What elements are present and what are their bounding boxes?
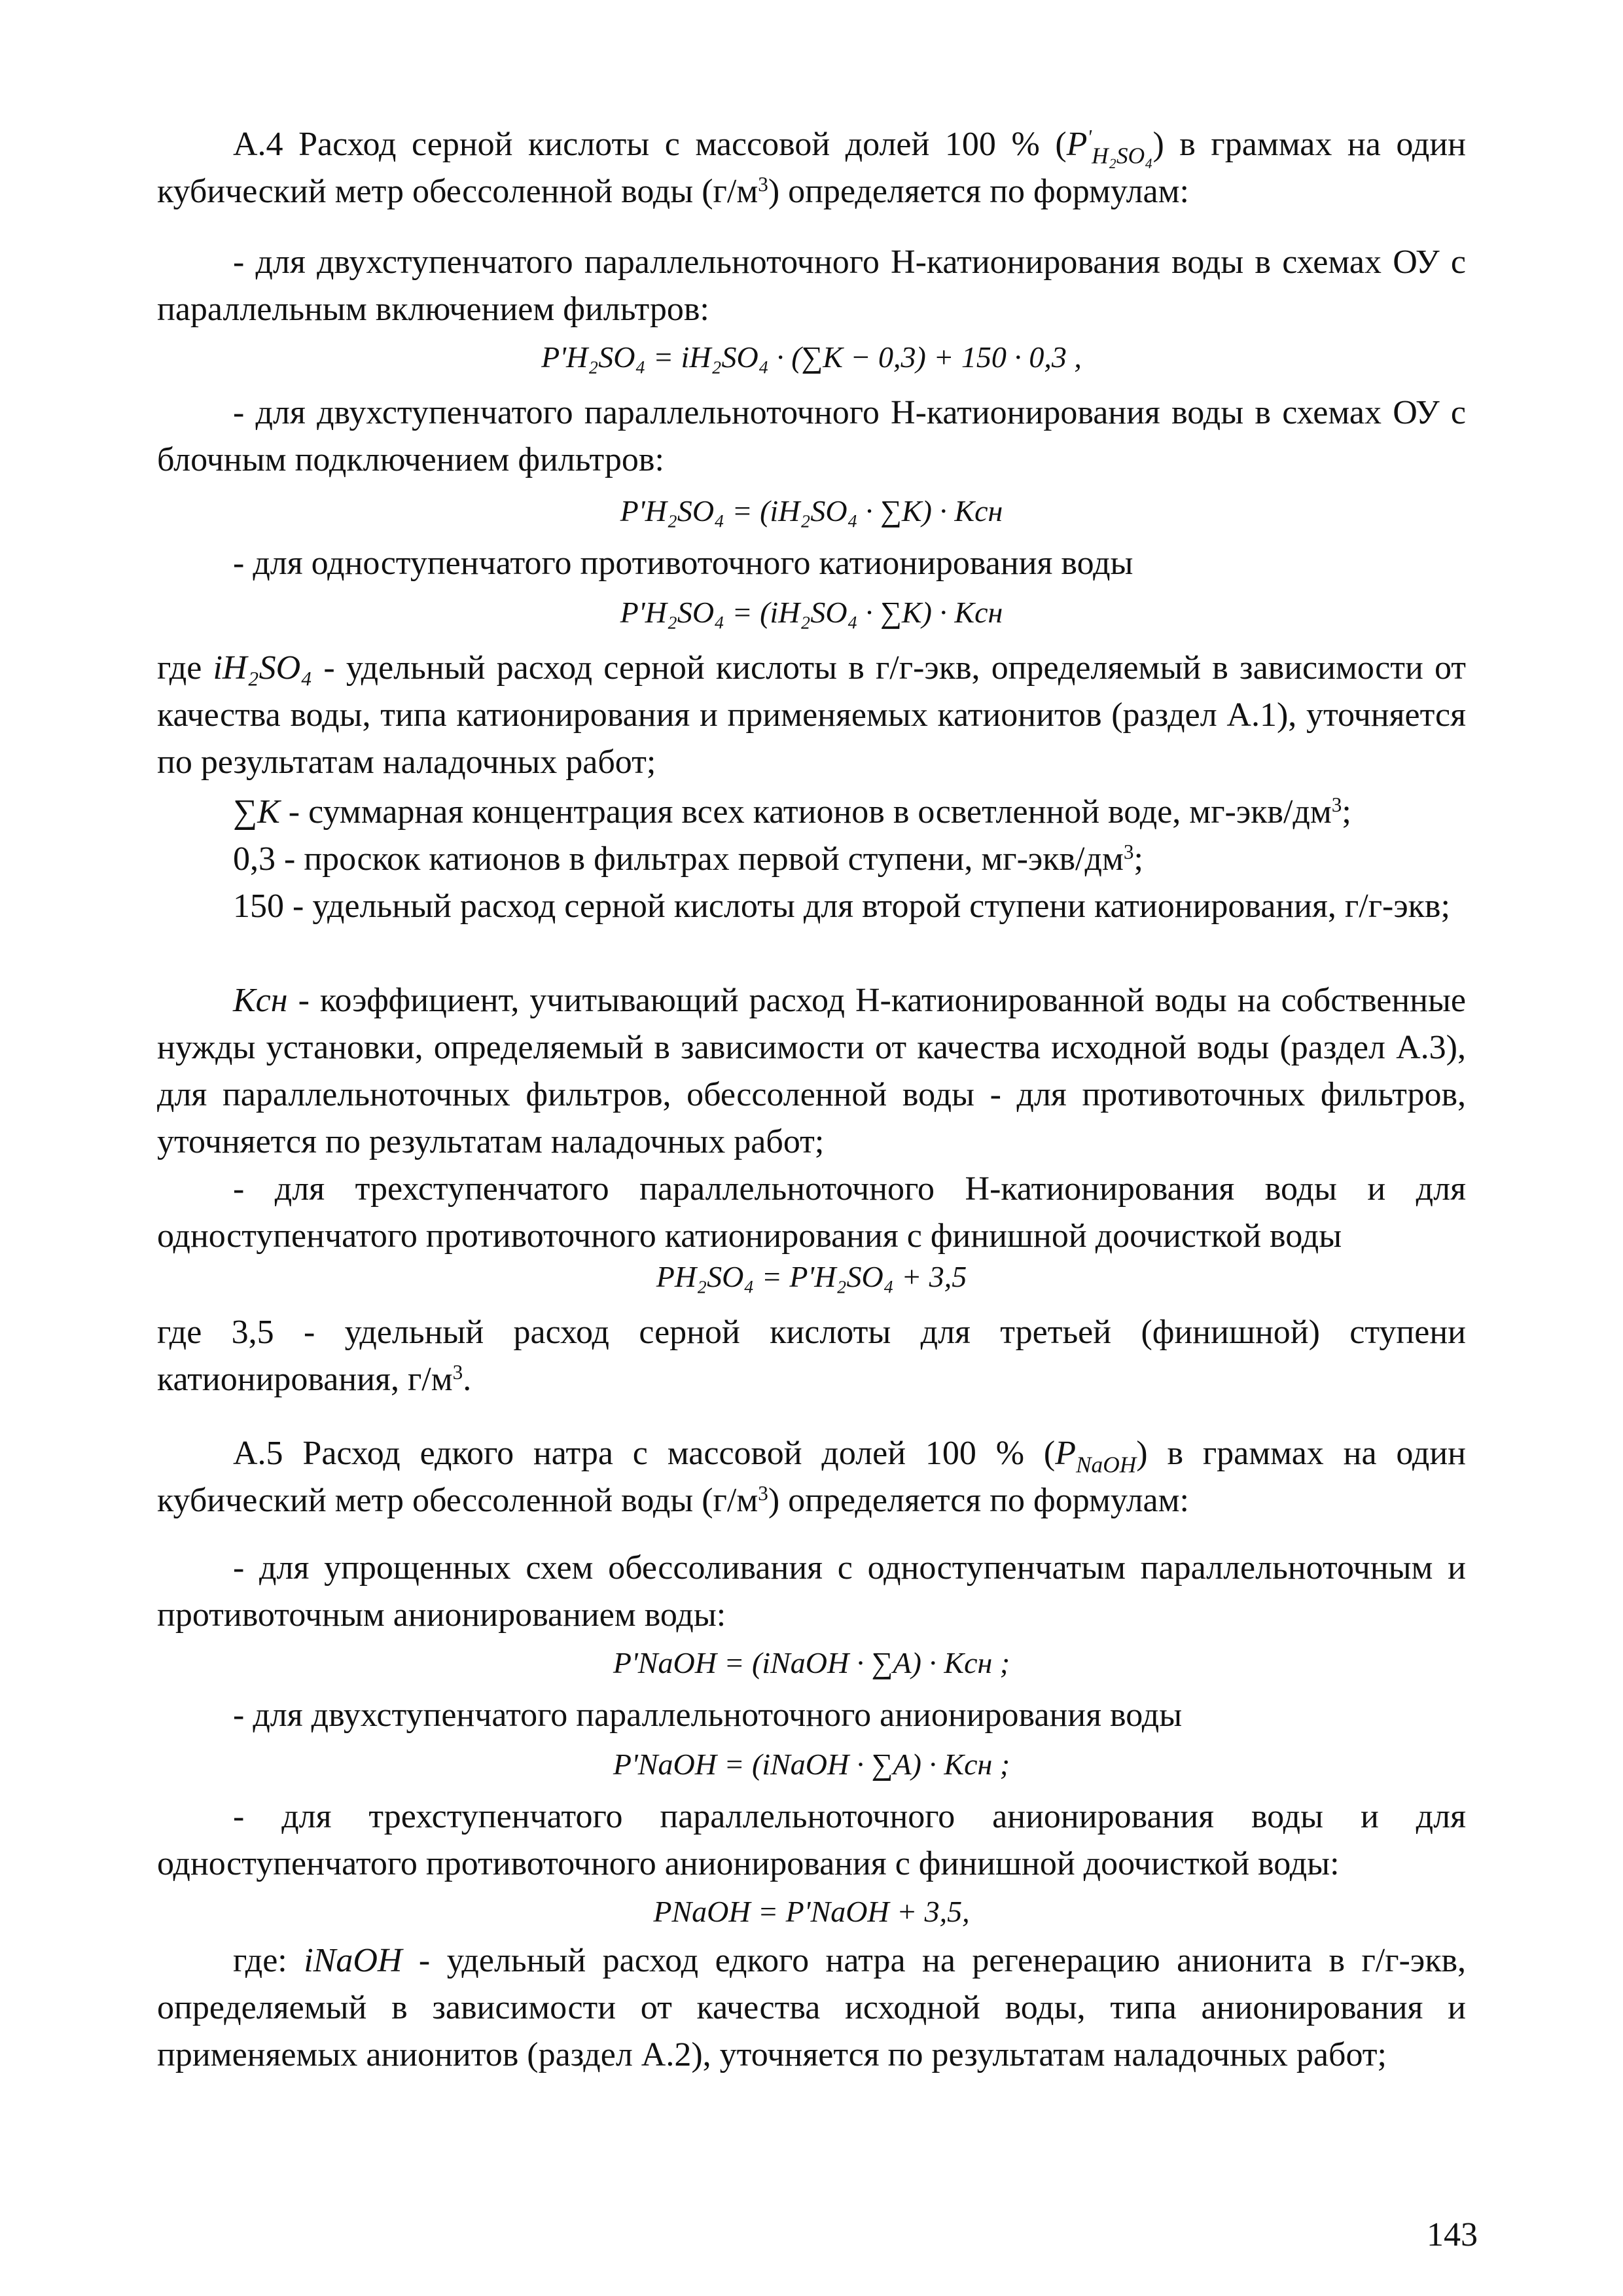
symbol-p-naoh: $P_{NaOH}$ (1055, 1435, 1137, 1478)
intro-text-start: А.4 Расход серной кислоты с массовой долей 100 % ( (233, 126, 1067, 163)
formula-4: PH₂SO₄ = P'H₂SO₄ + 3,5 (656, 1260, 967, 1293)
definition-i-naoh: где: iNaOH - удельный расход едкого натра на регенерацию анионита в г/г-экв, определяемый в зависимости от качества исходной воды, типа анионирования и применяемых анионитов (раздел А.2), уточняется по результатам наладочных работ; (157, 1942, 1467, 2073)
formula-1: P'H₂SO₄ = iH₂SO₄ · (∑K − 0,3) + 150 · 0,3 , (541, 340, 1082, 374)
case-two-stage-parallel-filters: - для двухступенчатого параллельноточного Н-катионирования воды в схемах ОУ с параллельным включением фильтров: (157, 243, 1466, 328)
intro-text-tail: ) определяется по формулам: (768, 173, 1189, 210)
case-single-stage-counterflow: - для одноступенчатого противоточного катионирования воды (233, 545, 1133, 582)
superscript: 3 (758, 172, 768, 196)
case-two-stage-block-filters: - для двухступенчатого параллельноточного Н-катионирования воды в схемах ОУ с блочным подключением фильтров: (157, 394, 1466, 478)
case-three-stage-finishing: - для трехступенчатого параллельноточного Н-катионирования воды и для одноступенчатого противоточного катионирования с финишной доочисткой воды (157, 1170, 1466, 1255)
symbol-i-h2so4: iH₂SO₄ (213, 649, 313, 687)
definition-i-h2so4: где iH₂SO₄ - удельный расход серной кислоты в г/г-экв, определяемый в зависимости от качества воды, типа катионирования и применяемых катионитов (раздел А.1), уточняется по результатам наладочных работ; (157, 649, 1467, 781)
definition-k-sn: Kсн - коэффициент, учитывающий расход Н-катионированной воды на собственные нужды установки, определяемый в зависимости от качества исходной воды (раздел А.3), для параллельноточных фильтров, обессоленной воды - для противоточных фильтров, уточняется по результатам наладочных работ; (157, 982, 1467, 1160)
symbol-k-sn: Kсн (233, 982, 288, 1019)
formula-3: P'H₂SO₄ = (iH₂SO₄ · ∑K) · Kсн (620, 596, 1003, 629)
formula-5: P'NaOH = (iNaOH · ∑A) · Kсн ; (613, 1646, 1010, 1679)
section-a5-intro: А.5 Расход едкого натра с массовой долей 100 % $(P_{NaOH})$ в граммах на один кубический метр обессоленной воды $(г/м^3)$ определяется по формулам: (157, 1435, 1467, 1519)
definition-0-3: 0,3 - проскок катионов в фильтрах первой ступени, $мг-экв/дм^3$; (233, 840, 1143, 878)
formula-2: P'H₂SO₄ = (iH₂SO₄ · ∑K) · Kсн (620, 494, 1003, 528)
symbol-p-h2so4-prime: $P'_{H_2SO_4}$ (1066, 125, 1153, 169)
symbol-i-naoh: iNaOH (304, 1942, 402, 1979)
definition-150: 150 - удельный расход серной кислоты для второй ступени катионирования, г/г-экв; (233, 888, 1450, 925)
definition-sum-k: ∑K - суммарная концентрация всех катионов в осветленной воде, $мг-экв/дм^3$; (233, 793, 1351, 831)
case-two-stage-anion: - для двухступенчатого параллельноточного анионирования воды (233, 1696, 1183, 1734)
symbol-sum-k: ∑K (233, 793, 280, 831)
case-simplified-demineralization: - для упрощенных схем обессоливания с одноступенчатым параллельноточным и противоточным анионированием воды: (157, 1549, 1466, 1634)
section-a4-intro (157, 121, 1466, 215)
page-number: 143 (1427, 2216, 1478, 2253)
intro-text-end: ) в граммах на один кубический метр обессоленной воды (г/м (157, 126, 1467, 210)
case-three-stage-anion: - для трехступенчатого параллельноточного анионирования воды и для одноступенчатого противоточного анионирования с финишной доочисткой воды: (157, 1798, 1466, 1882)
formula-7: PNaOH = P'NaOH + 3,5, (653, 1895, 970, 1928)
definition-3-5: где 3,5 - удельный расход серной кислоты для третьей (финишной) ступени катионирования, $г/м^3$. (157, 1314, 1466, 1398)
formula-6: P'NaOH = (iNaOH · ∑A) · Kсн ; (613, 1748, 1010, 1781)
